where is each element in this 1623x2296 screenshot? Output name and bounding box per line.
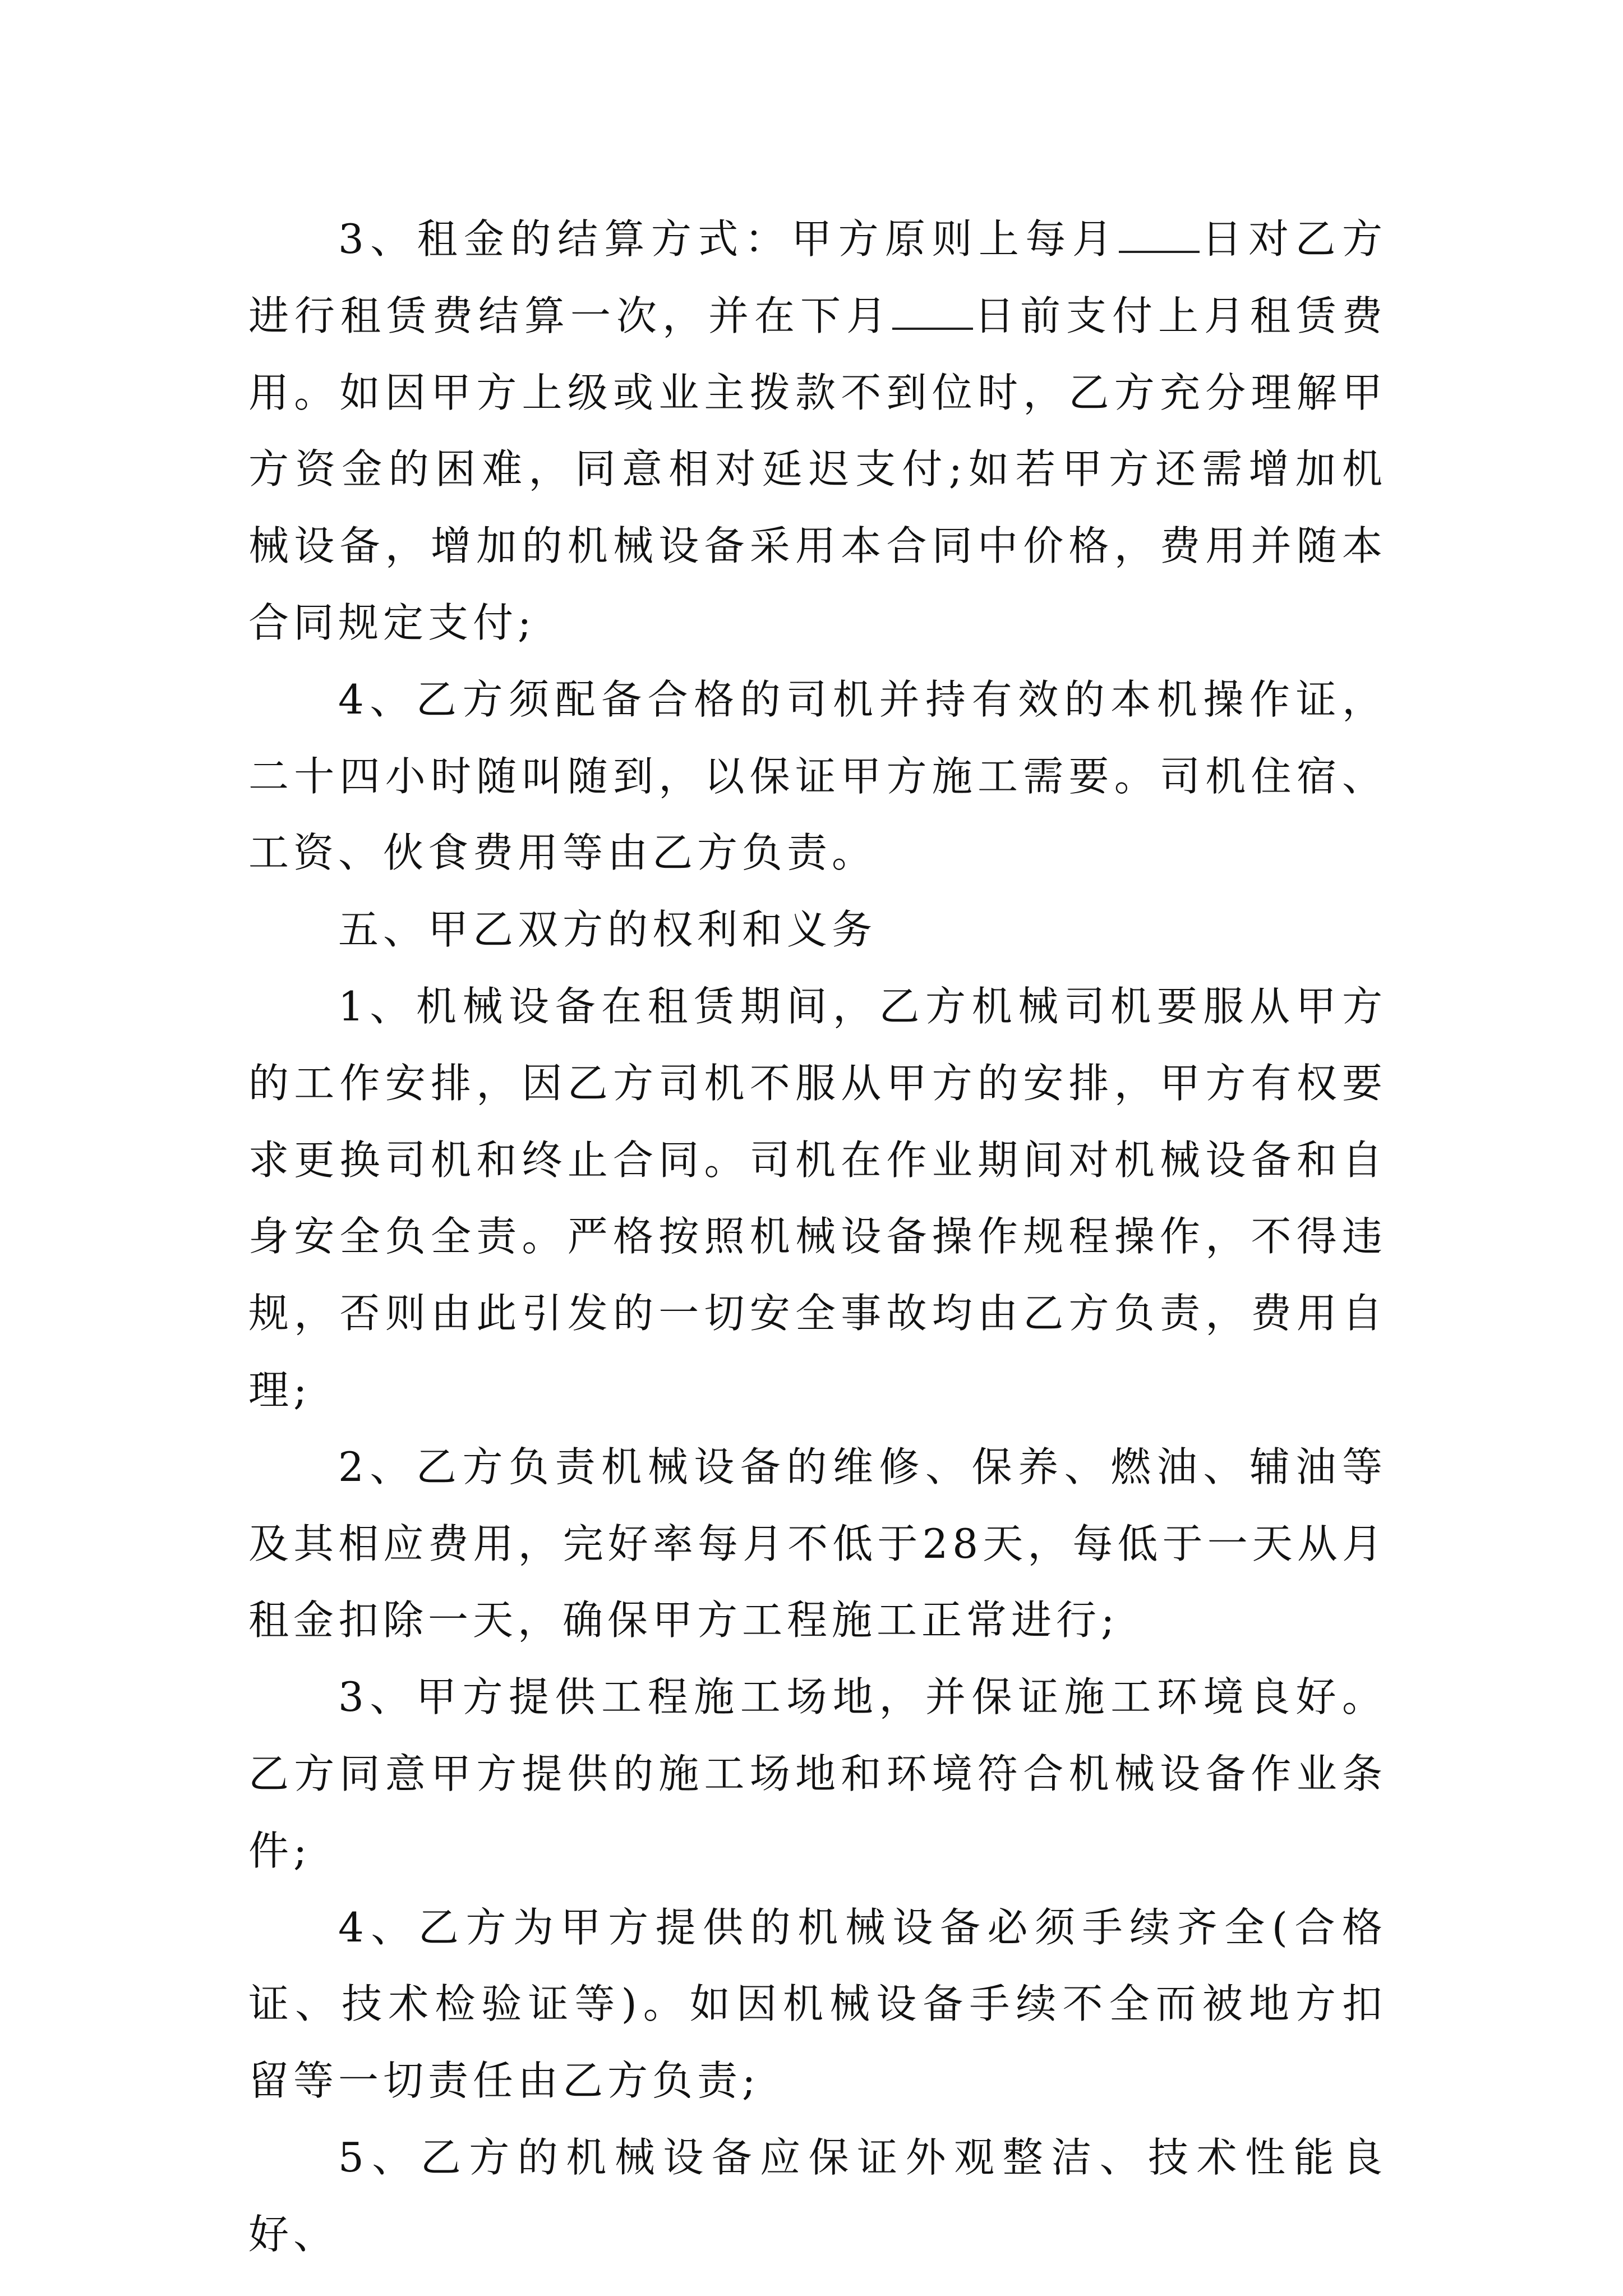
paragraph-text: 1、机械设备在租赁期间，乙方机械司机要服从甲方的工作安排，因乙方司机不服从甲方的安排，甲方有权要求更换司机和终止合同。司机在作业期间对机械设备和自身安全负全责。严格按照机械设备操作规程操作，不得违规，否则由此引发的一切安全事故均由乙方负责，费用自理; (248, 982, 1387, 1414)
paragraph-text: 5、乙方的机械设备应保证外观整洁、技术性能良好、 (248, 2133, 1387, 2258)
blank-field-day (892, 294, 973, 330)
paragraph-text: 日前支付上月租赁费用。如因甲方上级或业主拨款不到位时，乙方充分理解甲方资金的困难，同意相对延迟支付;如若甲方还需增加机械设备，增加的机械设备采用本合同中价格，费用并随本合同规定支付; (248, 292, 1387, 646)
paragraph-clause-3 (248, 1659, 1387, 1889)
paragraph-settlement-method (248, 201, 1387, 661)
paragraph-text: 日对乙方进行租赁费结算一次，并在下月 (248, 215, 1387, 339)
blank-field-day (1119, 217, 1200, 253)
heading-text: 五、甲乙双方的权利和义务 (338, 906, 877, 954)
paragraph-clause-1 (248, 968, 1387, 1429)
paragraph-text: 4、乙方须配备合格的司机并持有效的本机操作证，二十四小时随叫随到，以保证甲方施工需要。司机住宿、工资、伙食费用等由乙方负责。 (248, 675, 1387, 877)
section-heading-rights-obligations (248, 891, 1387, 968)
paragraph-text: 3、甲方提供工程施工场地，并保证施工环境良好。乙方同意甲方提供的施工场地和环境符合机械设备作业条件; (248, 1673, 1387, 1874)
paragraph-text: 2、乙方负责机械设备的维修、保养、燃油、辅油等及其相应费用，完好率每月不低于28天，每低于一天从月租金扣除一天，确保甲方工程施工正常进行; (248, 1443, 1387, 1644)
document-body (248, 201, 1387, 2273)
paragraph-clause-5 (248, 2119, 1387, 2273)
paragraph-clause-2 (248, 1429, 1387, 1659)
paragraph-text: 3、租金的结算方式：甲方原则上每月 (338, 215, 1119, 263)
paragraph-driver-requirement (248, 661, 1387, 891)
paragraph-text: 4、乙方为甲方提供的机械设备必须手续齐全(合格证、技术检验证等)。如因机械设备手续不全而被地方扣留等一切责任由乙方负责; (248, 1903, 1387, 2105)
paragraph-clause-4 (248, 1889, 1387, 2119)
